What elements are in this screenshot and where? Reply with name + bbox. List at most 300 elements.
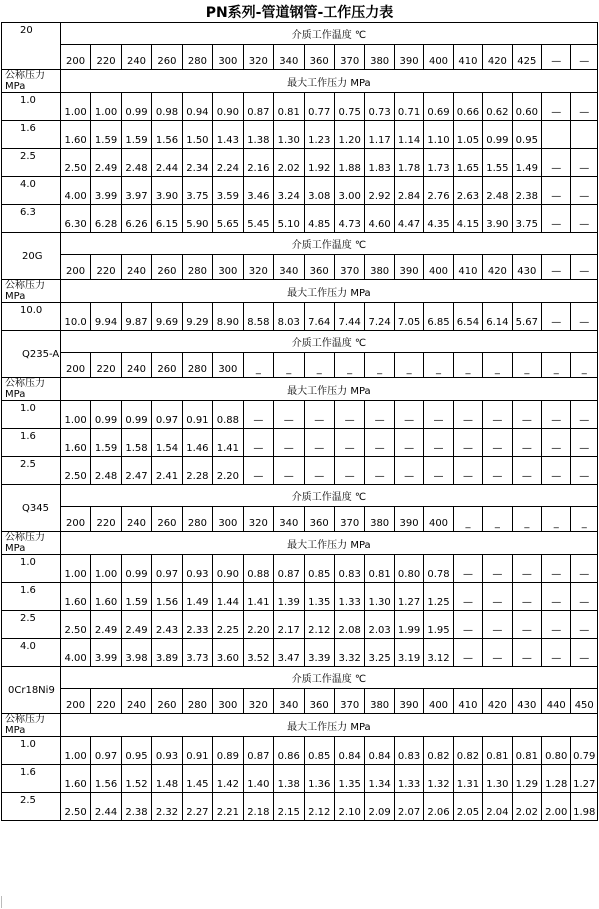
pressure-value-cell: 2.27 xyxy=(182,793,212,821)
pressure-value-cell: — xyxy=(243,457,273,485)
temperature-cell: 420 xyxy=(483,689,512,714)
temperature-cell: 410 xyxy=(453,689,482,714)
pressure-value-cell: 1.28 xyxy=(542,765,571,793)
pressure-value-cell: — xyxy=(542,457,571,485)
pressure-value-cell: 0.66 xyxy=(453,93,482,121)
pressure-value-cell: — xyxy=(542,177,571,205)
pressure-value-cell: 6.26 xyxy=(121,205,151,233)
temperature-cell: _ xyxy=(334,353,364,378)
pressure-value-cell: 1.56 xyxy=(91,765,121,793)
temperature-cell: 300 xyxy=(213,689,243,714)
pressure-value-cell: — xyxy=(483,429,512,457)
pressure-value-cell: 3.60 xyxy=(213,639,243,667)
pressure-value-cell xyxy=(571,121,598,149)
pressure-value-cell: 9.29 xyxy=(182,303,212,331)
pressure-value-cell: — xyxy=(304,401,334,429)
pressure-value-cell: 4.00 xyxy=(60,177,90,205)
temperature-cell: 240 xyxy=(121,45,151,70)
pressure-value-cell: 1.41 xyxy=(213,429,243,457)
pressure-value-cell: 0.93 xyxy=(152,737,182,765)
pressure-value-cell: 9.69 xyxy=(152,303,182,331)
pressure-value-cell: 3.46 xyxy=(243,177,273,205)
pressure-value-cell: 4.85 xyxy=(304,205,334,233)
pressure-value-cell: 5.90 xyxy=(182,205,212,233)
pressure-value-cell: — xyxy=(512,429,541,457)
pressure-value-cell: 2.05 xyxy=(453,793,482,821)
pressure-value-cell: 2.48 xyxy=(91,457,121,485)
pressure-value-cell: 1.39 xyxy=(274,583,304,611)
pressure-value-cell: 1.43 xyxy=(213,121,243,149)
pressure-value-cell: 2.12 xyxy=(304,793,334,821)
temperature-cell: _ xyxy=(243,353,273,378)
pressure-value-cell: — xyxy=(571,611,598,639)
pressure-value-cell: 2.17 xyxy=(274,611,304,639)
temperature-header: 介质工作温度 ℃ xyxy=(60,331,597,353)
pressure-value-cell: 1.99 xyxy=(394,611,423,639)
pressure-value-cell: 1.48 xyxy=(152,765,182,793)
pressure-value-cell: 0.99 xyxy=(91,401,121,429)
pressure-value-cell: — xyxy=(542,401,571,429)
pressure-value-cell: 1.30 xyxy=(365,583,394,611)
pressure-value-cell: 0.90 xyxy=(213,93,243,121)
temperature-values-row xyxy=(2,353,598,378)
temperature-cell: 340 xyxy=(274,507,304,532)
pressure-value-cell: 2.44 xyxy=(91,793,121,821)
pressure-value-cell: 2.49 xyxy=(91,611,121,639)
temperature-cell: 425 xyxy=(512,45,541,70)
pressure-value-cell: — xyxy=(571,177,598,205)
temperature-cell: 240 xyxy=(121,255,151,280)
temperature-header-row xyxy=(2,485,598,507)
nominal-pressure-cell: 1.6 xyxy=(2,429,61,457)
pressure-value-cell: — xyxy=(571,93,598,121)
pressure-value-cell: 2.20 xyxy=(213,457,243,485)
pressure-value-cell: 0.81 xyxy=(365,555,394,583)
temperature-cell: 400 xyxy=(424,45,453,70)
pressure-value-cell: — xyxy=(571,401,598,429)
temperature-cell: 320 xyxy=(243,255,273,280)
pressure-value-cell: 0.87 xyxy=(243,737,273,765)
pressure-value-cell: 8.58 xyxy=(243,303,273,331)
pressure-value-cell: 3.39 xyxy=(304,639,334,667)
pressure-value-cell: 0.81 xyxy=(483,737,512,765)
temperature-cell: 380 xyxy=(365,45,394,70)
pressure-value-cell: 0.83 xyxy=(394,737,423,765)
temperature-cell: — xyxy=(571,255,598,280)
pressure-value-cell: 0.87 xyxy=(243,93,273,121)
pressure-value-cell: 2.18 xyxy=(243,793,273,821)
temperature-cell: 340 xyxy=(274,45,304,70)
pressure-value-cell: 0.82 xyxy=(424,737,453,765)
pressure-value-cell: 0.84 xyxy=(365,737,394,765)
pressure-value-cell: 2.33 xyxy=(182,611,212,639)
temperature-header-row xyxy=(2,331,598,353)
pressure-value-cell: 2.49 xyxy=(91,149,121,177)
pressure-value-cell: 0.97 xyxy=(152,401,182,429)
pressure-value-cell: 0.77 xyxy=(304,93,334,121)
pressure-value-cell: 0.60 xyxy=(512,93,541,121)
pressure-value-cell: 1.25 xyxy=(424,583,453,611)
pressure-value-cell: 1.50 xyxy=(182,121,212,149)
pressure-value-cell: 2.09 xyxy=(365,793,394,821)
temperature-cell: 430 xyxy=(512,689,541,714)
temperature-cell: 380 xyxy=(365,255,394,280)
temperature-cell: 400 xyxy=(424,689,453,714)
pressure-value-cell: — xyxy=(483,555,512,583)
temperature-cell: 430 xyxy=(512,255,541,280)
pressure-value-cell: 3.52 xyxy=(243,639,273,667)
temperature-cell: 410 xyxy=(453,45,482,70)
pressure-value-cell: — xyxy=(424,401,453,429)
pressure-value-cell: 2.50 xyxy=(60,457,90,485)
temperature-values-row xyxy=(2,45,598,70)
pressure-value-cell: 0.78 xyxy=(424,555,453,583)
pressure-value-cell: — xyxy=(542,149,571,177)
pressure-value-cell: 6.54 xyxy=(453,303,482,331)
pressure-value-cell: 1.00 xyxy=(60,737,90,765)
pressure-value-cell: 2.10 xyxy=(334,793,364,821)
pressure-value-cell: 1.35 xyxy=(334,765,364,793)
pressure-value-cell: — xyxy=(365,429,394,457)
pressure-value-cell: 9.87 xyxy=(121,303,151,331)
pressure-value-cell: 1.33 xyxy=(394,765,423,793)
pressure-value-cell: 0.87 xyxy=(274,555,304,583)
temperature-cell: _ xyxy=(453,507,482,532)
nominal-pressure-cell: 6.3 xyxy=(2,205,61,233)
pressure-value-cell: 1.78 xyxy=(394,149,423,177)
page-title: PN系列-管道钢管-工作压力表 xyxy=(205,5,394,21)
pressure-data-row xyxy=(2,149,598,177)
pressure-data-row xyxy=(2,401,598,429)
pressure-value-cell: 2.50 xyxy=(60,149,90,177)
temperature-cell: 220 xyxy=(91,45,121,70)
pressure-header: 最大工作压力 MPa xyxy=(60,280,597,303)
temperature-header: 介质工作温度 ℃ xyxy=(60,233,597,255)
pressure-value-cell: 1.29 xyxy=(512,765,541,793)
pressure-value-cell: — xyxy=(424,429,453,457)
pressure-value-cell: 1.58 xyxy=(121,429,151,457)
temperature-cell: 390 xyxy=(394,507,423,532)
pressure-value-cell: 2.38 xyxy=(512,177,541,205)
temperature-cell: _ xyxy=(304,353,334,378)
pressure-value-cell: — xyxy=(571,639,598,667)
pressure-value-cell: 2.34 xyxy=(182,149,212,177)
pressure-value-cell: 5.65 xyxy=(213,205,243,233)
pressure-value-cell: 1.32 xyxy=(424,765,453,793)
pressure-value-cell: 4.15 xyxy=(453,205,482,233)
pressure-value-cell: 10.0 xyxy=(60,303,90,331)
pressure-value-cell: 3.12 xyxy=(424,639,453,667)
pressure-value-cell: 7.44 xyxy=(334,303,364,331)
pressure-value-cell: 3.73 xyxy=(182,639,212,667)
pressure-value-cell: 1.20 xyxy=(334,121,364,149)
pressure-value-cell: — xyxy=(512,583,541,611)
pressure-value-cell: — xyxy=(394,457,423,485)
pressure-value-cell: 5.67 xyxy=(512,303,541,331)
pressure-value-cell: 1.65 xyxy=(453,149,482,177)
pressure-value-cell: — xyxy=(483,457,512,485)
pressure-data-row xyxy=(2,457,598,485)
pressure-value-cell: 2.49 xyxy=(121,611,151,639)
pressure-value-cell: 4.35 xyxy=(424,205,453,233)
temperature-cell: _ xyxy=(453,353,482,378)
pressure-value-cell: 2.15 xyxy=(274,793,304,821)
pressure-value-cell: 1.56 xyxy=(152,121,182,149)
pressure-value-cell: 1.30 xyxy=(483,765,512,793)
pressure-value-cell: 2.16 xyxy=(243,149,273,177)
temperature-cell: _ xyxy=(483,507,512,532)
nominal-pressure-cell: 2.5 xyxy=(2,793,61,821)
pressure-value-cell: 3.19 xyxy=(394,639,423,667)
pressure-value-cell: 1.00 xyxy=(91,555,121,583)
pressure-value-cell: 1.60 xyxy=(91,583,121,611)
pressure-value-cell: 3.00 xyxy=(334,177,364,205)
temperature-cell: 390 xyxy=(394,255,423,280)
temperature-header: 介质工作温度 ℃ xyxy=(60,23,597,45)
pressure-value-cell: 0.93 xyxy=(182,555,212,583)
pressure-value-cell: — xyxy=(274,401,304,429)
material-grade: Q235-A xyxy=(2,331,61,378)
pressure-value-cell: 1.60 xyxy=(60,121,90,149)
nominal-pressure-cell: 1.6 xyxy=(2,583,61,611)
pressure-value-cell: 1.73 xyxy=(424,149,453,177)
nominal-pressure-cell: 4.0 xyxy=(2,177,61,205)
pressure-value-cell: 0.88 xyxy=(243,555,273,583)
pressure-header: 最大工作压力 MPa xyxy=(60,532,597,555)
pressure-value-cell: 0.80 xyxy=(542,737,571,765)
pressure-value-cell: 1.92 xyxy=(304,149,334,177)
pressure-value-cell: — xyxy=(274,429,304,457)
pressure-value-cell: 2.63 xyxy=(453,177,482,205)
temperature-cell: _ xyxy=(571,353,598,378)
pressure-value-cell: 0.69 xyxy=(424,93,453,121)
pressure-value-cell: 0.97 xyxy=(91,737,121,765)
pressure-value-cell: 2.03 xyxy=(365,611,394,639)
pressure-value-cell: 1.41 xyxy=(243,583,273,611)
temperature-cell: 280 xyxy=(182,353,212,378)
pressure-value-cell: 2.20 xyxy=(243,611,273,639)
pressure-value-cell: 2.24 xyxy=(213,149,243,177)
pressure-value-cell: 1.34 xyxy=(365,765,394,793)
nominal-pressure-cell: 1.0 xyxy=(2,401,61,429)
temperature-cell: 300 xyxy=(213,255,243,280)
temperature-cell: _ xyxy=(542,353,571,378)
temperature-cell: _ xyxy=(365,353,394,378)
pressure-value-cell: 1.00 xyxy=(60,555,90,583)
temperature-cell: _ xyxy=(483,353,512,378)
pressure-value-cell: 3.47 xyxy=(274,639,304,667)
pressure-header-row xyxy=(2,378,598,401)
temperature-cell: 280 xyxy=(182,689,212,714)
temperature-cell: 220 xyxy=(91,353,121,378)
temperature-cell: 320 xyxy=(243,45,273,70)
temperature-header: 介质工作温度 ℃ xyxy=(60,485,597,507)
pressure-header: 最大工作压力 MPa xyxy=(60,714,597,737)
temperature-cell: 390 xyxy=(394,689,423,714)
pressure-value-cell: — xyxy=(453,457,482,485)
pressure-value-cell: 1.59 xyxy=(91,121,121,149)
pressure-value-cell: 4.73 xyxy=(334,205,364,233)
pressure-value-cell: 3.99 xyxy=(91,639,121,667)
pressure-value-cell: 1.59 xyxy=(121,121,151,149)
pressure-header-row xyxy=(2,532,598,555)
pressure-value-cell: 1.14 xyxy=(394,121,423,149)
pressure-value-cell: 6.30 xyxy=(60,205,90,233)
pressure-value-cell: — xyxy=(453,401,482,429)
pressure-value-cell: 0.99 xyxy=(121,401,151,429)
pressure-value-cell: 3.32 xyxy=(334,639,364,667)
temperature-cell: 370 xyxy=(334,689,364,714)
pressure-value-cell: 5.45 xyxy=(243,205,273,233)
temperature-cell: 200 xyxy=(60,255,90,280)
temperature-cell: _ xyxy=(424,353,453,378)
nominal-pressure-cell: 2.5 xyxy=(2,149,61,177)
temperature-cell: 360 xyxy=(304,255,334,280)
temperature-cell: 280 xyxy=(182,45,212,70)
pressure-value-cell: — xyxy=(365,457,394,485)
pressure-value-cell: — xyxy=(334,457,364,485)
pressure-value-cell: 3.24 xyxy=(274,177,304,205)
pressure-value-cell: 0.81 xyxy=(512,737,541,765)
pressure-value-cell: 0.91 xyxy=(182,737,212,765)
pressure-value-cell: — xyxy=(334,429,364,457)
pressure-value-cell: — xyxy=(571,457,598,485)
pressure-value-cell: 2.04 xyxy=(483,793,512,821)
nominal-pressure-cell: 2.5 xyxy=(2,457,61,485)
temperature-cell: 450 xyxy=(571,689,598,714)
pressure-value-cell: — xyxy=(334,401,364,429)
pressure-data-row xyxy=(2,121,598,149)
pressure-value-cell: 3.90 xyxy=(152,177,182,205)
pressure-value-cell: 0.98 xyxy=(152,93,182,121)
material-grade: 0Cr18Ni9 xyxy=(2,667,61,714)
pressure-value-cell xyxy=(542,121,571,149)
temperature-cell: 380 xyxy=(365,507,394,532)
temperature-cell: _ xyxy=(512,353,541,378)
pressure-data-row xyxy=(2,555,598,583)
temperature-cell: 200 xyxy=(60,353,90,378)
pressure-value-cell: — xyxy=(424,457,453,485)
pressure-value-cell: 1.38 xyxy=(243,121,273,149)
temperature-header-row xyxy=(2,23,598,45)
temperature-values-row xyxy=(2,507,598,532)
pressure-value-cell: 1.10 xyxy=(424,121,453,149)
pressure-value-cell: 2.44 xyxy=(152,149,182,177)
pressure-value-cell: 0.86 xyxy=(274,737,304,765)
pressure-value-cell: 1.33 xyxy=(334,583,364,611)
pressure-value-cell: 3.75 xyxy=(182,177,212,205)
pressure-value-cell: — xyxy=(453,429,482,457)
pressure-value-cell: — xyxy=(243,429,273,457)
pressure-value-cell: 3.97 xyxy=(121,177,151,205)
pressure-value-cell: — xyxy=(512,457,541,485)
pressure-data-row xyxy=(2,639,598,667)
temperature-cell: 390 xyxy=(394,45,423,70)
pressure-value-cell: — xyxy=(243,401,273,429)
pressure-value-cell: 1.00 xyxy=(91,93,121,121)
pressure-data-row xyxy=(2,611,598,639)
pressure-value-cell: 1.52 xyxy=(121,765,151,793)
pressure-value-cell: 0.95 xyxy=(121,737,151,765)
pressure-value-cell: — xyxy=(571,429,598,457)
pressure-value-cell: 0.73 xyxy=(365,93,394,121)
pressure-value-cell: — xyxy=(542,555,571,583)
pressure-value-cell: 1.31 xyxy=(453,765,482,793)
pressure-value-cell: 0.62 xyxy=(483,93,512,121)
pressure-value-cell: 1.38 xyxy=(274,765,304,793)
pressure-value-cell: — xyxy=(542,93,571,121)
nominal-pressure-cell: 1.6 xyxy=(2,121,61,149)
temperature-cell: 200 xyxy=(60,507,90,532)
pressure-value-cell: 1.42 xyxy=(213,765,243,793)
pressure-value-cell: — xyxy=(542,639,571,667)
pressure-data-row xyxy=(2,429,598,457)
pressure-value-cell: 4.47 xyxy=(394,205,423,233)
pressure-value-cell: 0.82 xyxy=(453,737,482,765)
pressure-value-cell: 0.88 xyxy=(213,401,243,429)
temperature-cell: _ xyxy=(394,353,423,378)
pressure-value-cell: 1.27 xyxy=(571,765,598,793)
pressure-value-cell: — xyxy=(512,639,541,667)
pressure-header: 最大工作压力 MPa xyxy=(60,378,597,401)
pressure-value-cell: 2.41 xyxy=(152,457,182,485)
nominal-pressure-cell: 1.0 xyxy=(2,93,61,121)
pressure-value-cell: — xyxy=(483,583,512,611)
pressure-value-cell: — xyxy=(512,555,541,583)
pressure-value-cell: 8.03 xyxy=(274,303,304,331)
pressure-value-cell: 1.27 xyxy=(394,583,423,611)
pressure-value-cell: 1.59 xyxy=(91,429,121,457)
pressure-value-cell: 1.46 xyxy=(182,429,212,457)
pressure-value-cell: 0.94 xyxy=(182,93,212,121)
pressure-value-cell: — xyxy=(483,611,512,639)
temperature-cell: — xyxy=(571,45,598,70)
nominal-pressure-cell: 2.5 xyxy=(2,611,61,639)
pressure-value-cell: 2.48 xyxy=(121,149,151,177)
pressure-value-cell: 1.30 xyxy=(274,121,304,149)
pressure-value-cell: — xyxy=(453,555,482,583)
pressure-value-cell: 2.50 xyxy=(60,611,90,639)
pressure-value-cell: — xyxy=(483,401,512,429)
nominal-pressure-cell: 4.0 xyxy=(2,639,61,667)
temperature-header-row xyxy=(2,233,598,255)
temperature-cell: 260 xyxy=(152,507,182,532)
temperature-values-row xyxy=(2,689,598,714)
pressure-value-cell: 0.81 xyxy=(274,93,304,121)
pressure-value-cell: 1.55 xyxy=(483,149,512,177)
temperature-cell: 360 xyxy=(304,45,334,70)
pressure-value-cell: 0.80 xyxy=(394,555,423,583)
pressure-value-cell: — xyxy=(571,205,598,233)
pressure-value-cell: 4.00 xyxy=(60,639,90,667)
pressure-value-cell: 2.76 xyxy=(424,177,453,205)
pressure-value-cell: 1.56 xyxy=(152,583,182,611)
temperature-cell: 420 xyxy=(483,45,512,70)
pressure-value-cell: 1.40 xyxy=(243,765,273,793)
pressure-value-cell: 3.98 xyxy=(121,639,151,667)
pressure-value-cell: 7.05 xyxy=(394,303,423,331)
pressure-value-cell: 9.94 xyxy=(91,303,121,331)
pressure-value-cell: — xyxy=(571,303,598,331)
pressure-value-cell: 1.83 xyxy=(365,149,394,177)
temperature-cell: 280 xyxy=(182,255,212,280)
temperature-cell: 300 xyxy=(213,353,243,378)
pressure-value-cell: — xyxy=(304,457,334,485)
pressure-value-cell: 1.60 xyxy=(60,429,90,457)
pressure-value-cell: — xyxy=(512,401,541,429)
temperature-cell: 260 xyxy=(152,255,182,280)
pressure-value-cell: 3.89 xyxy=(152,639,182,667)
